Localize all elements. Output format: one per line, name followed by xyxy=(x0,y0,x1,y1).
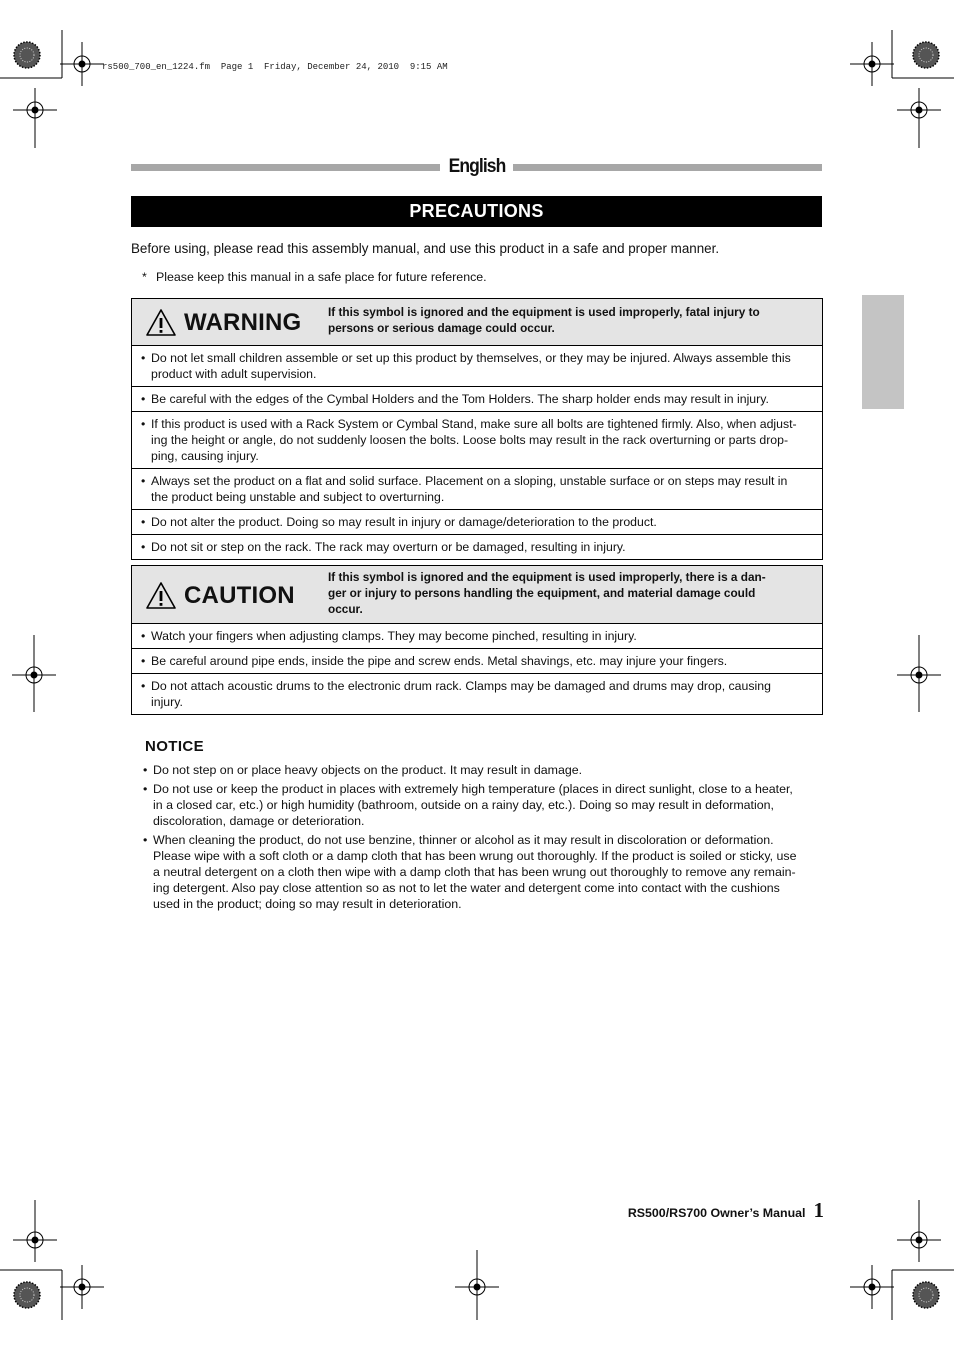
caution-item-line: injury. xyxy=(151,695,183,709)
notice-item-line: Please wipe with a soft cloth or a damp cloth that has been wrung out thoroughly. If the product is soiled or sticky, use xyxy=(153,849,797,863)
warning-header xyxy=(132,299,822,346)
caution-header-line: If this symbol is ignored and the equipment is used improperly, there is a dan- xyxy=(328,570,766,584)
side-index-tab xyxy=(862,295,904,409)
caution-item-line: Do not attach acoustic drums to the electronic drum rack. Clamps may be damaged and drums may drop, causing xyxy=(151,679,771,693)
file-header: rs500_700_en_1224.fm Page 1 Friday, December 24, 2010 9:15 AM xyxy=(102,62,448,72)
notice-item-line: Do not step on or place heavy objects on the product. It may result in damage. xyxy=(153,763,583,777)
warning-item-line: ing the height or angle, do not suddenly loosen the bolts. Loose bolts may result in the rack overturning or parts drop- xyxy=(151,433,789,447)
caution-header xyxy=(132,566,822,624)
notice-item-line: in a closed car, etc.) or high humidity (bathroom, outside on a rainy day, etc.). Doing so may result in deformation, xyxy=(153,798,774,812)
reference-note xyxy=(142,270,487,284)
caution-label: CAUTION xyxy=(184,582,295,609)
warning-item-line: Do not alter the product. Doing so may result in injury or damage/deterioration to the product. xyxy=(151,515,657,529)
notice-item: • Do not use or keep the product in places with extremely high temperature (places in direct sunlight, close to a heater, in a closed car, etc.) or high humidity (bathroom, outside on a rainy day, etc.). Doing so may result in deformation, discoloration, damage or deterioration. xyxy=(143,781,813,829)
warning-label: WARNING xyxy=(184,309,302,336)
warning-triangle-icon xyxy=(145,308,177,337)
warning-header-line: persons or serious damage could occur. xyxy=(328,321,555,335)
warning-header-line: If this symbol is ignored and the equipment is used improperly, fatal injury to xyxy=(328,305,760,319)
note-text: Please keep this manual in a safe place for future reference. xyxy=(156,270,487,284)
note-marker: * xyxy=(142,270,147,284)
warning-item: • If this product is used with a Rack System or Cymbal Stand, make sure all bolts are tightened firmly. Also, when adjust- ing the height or angle, do not suddenly loosen the bolts. Loose bolts may result in the rack overturning or parts drop- ping, causing injury. xyxy=(132,412,822,469)
warning-item: • Do not sit or step on the rack. The rack may overturn or be damaged, resulting in injury. xyxy=(132,535,822,559)
warning-item-line: Be careful with the edges of the Cymbal Holders and the Tom Holders. The sharp holder ends may result in injury. xyxy=(151,392,769,406)
caution-item-line: Be careful around pipe ends, inside the pipe and screw ends. Metal shavings, etc. may injure your fingers. xyxy=(151,654,728,668)
warning-header-text xyxy=(328,304,804,336)
caution-header-text xyxy=(328,569,804,617)
warning-item-line: the product being unstable and subject to overturning. xyxy=(151,490,445,504)
page-title: PRECAUTIONS xyxy=(131,196,822,227)
caution-header-line: occur. xyxy=(328,602,363,616)
warning-item-line: Do not let small children assemble or set up this product by themselves, or they may be injured. Always assemble this xyxy=(151,351,791,365)
caution-item-line: Watch your fingers when adjusting clamps. They may become pinched, resulting in injury. xyxy=(151,629,637,643)
caution-triangle-icon xyxy=(145,581,177,610)
notice-item-line: ing detergent. Also pay close attention so as not to let the water and detergent come into contact with the cushions xyxy=(153,881,780,895)
language-rule-right xyxy=(513,164,822,171)
manual-title: RS500/RS700 Owner’s Manual xyxy=(627,1206,806,1220)
notice-list xyxy=(143,762,813,915)
notice-item-line: discoloration, damage or deterioration. xyxy=(153,814,365,828)
language-rule-left xyxy=(131,164,440,171)
warning-item-line: ping, causing injury. xyxy=(151,449,259,463)
page-footer xyxy=(628,1198,824,1223)
caution-item: • Be careful around pipe ends, inside the pipe and screw ends. Metal shavings, etc. may injure your fingers. xyxy=(132,649,822,674)
warning-box xyxy=(131,298,823,560)
notice-title: NOTICE xyxy=(145,738,205,755)
warning-item: • Do not alter the product. Doing so may result in injury or damage/deterioration to the product. xyxy=(132,510,822,535)
intro-text: Before using, please read this assembly manual, and use this product in a safe and proper manner. xyxy=(131,241,720,256)
warning-item: • Do not let small children assemble or set up this product by themselves, or they may be injured. Always assemble this product with adult supervision. xyxy=(132,346,822,387)
warning-item-line: Do not sit or step on the rack. The rack may overturn or be damaged, resulting in injury. xyxy=(151,540,626,554)
notice-item: • When cleaning the product, do not use benzine, thinner or alcohol as it may result in discoloration or deformation. Please wipe with a soft cloth or a damp cloth that has been wrung out thoroughly. If the product is soiled or sticky, use a neutral detergent on a cloth then wipe with a damp cloth that has been wrung out thoroughly to remove any remain- ing detergent. Also pay close attention so as not to let the water and detergent come into contact with the cushions used in the product; doing so may result in deterioration. xyxy=(143,832,813,912)
page-number: 1 xyxy=(813,1198,824,1222)
notice-item-line: used in the product; doing so may result in deterioration. xyxy=(153,897,462,911)
notice-item-line: When cleaning the product, do not use benzine, thinner or alcohol as it may result in discoloration or deformation. xyxy=(153,833,774,847)
language-label: English xyxy=(448,156,506,177)
caution-header-line: ger or injury to persons handling the equipment, and material damage could xyxy=(328,586,756,600)
warning-item: • Always set the product on a flat and solid surface. Placement on a sloping, unstable surface or on steps may result in the product being unstable and subject to overturning. xyxy=(132,469,822,510)
warning-item-line: Always set the product on a flat and solid surface. Placement on a sloping, unstable surface or on steps may result in xyxy=(151,474,788,488)
warning-item-line: product with adult supervision. xyxy=(151,367,317,381)
warning-item-line: If this product is used with a Rack System or Cymbal Stand, make sure all bolts are tightened firmly. Also, when adjust- xyxy=(151,417,797,431)
warning-item: • Be careful with the edges of the Cymbal Holders and the Tom Holders. The sharp holder ends may result in injury. xyxy=(132,387,822,412)
notice-item-line: a neutral detergent on a cloth then wipe with a damp cloth that has been wrung out thoroughly to remove any remain- xyxy=(153,865,796,879)
notice-item: • Do not step on or place heavy objects on the product. It may result in damage. xyxy=(143,762,813,778)
caution-item: • Do not attach acoustic drums to the electronic drum rack. Clamps may be damaged and drums may drop, causing injury. xyxy=(132,674,822,714)
caution-box xyxy=(131,565,823,715)
caution-item: • Watch your fingers when adjusting clamps. They may become pinched, resulting in injury. xyxy=(132,624,822,649)
notice-item-line: Do not use or keep the product in places with extremely high temperature (places in direct sunlight, close to a heater, xyxy=(153,782,793,796)
